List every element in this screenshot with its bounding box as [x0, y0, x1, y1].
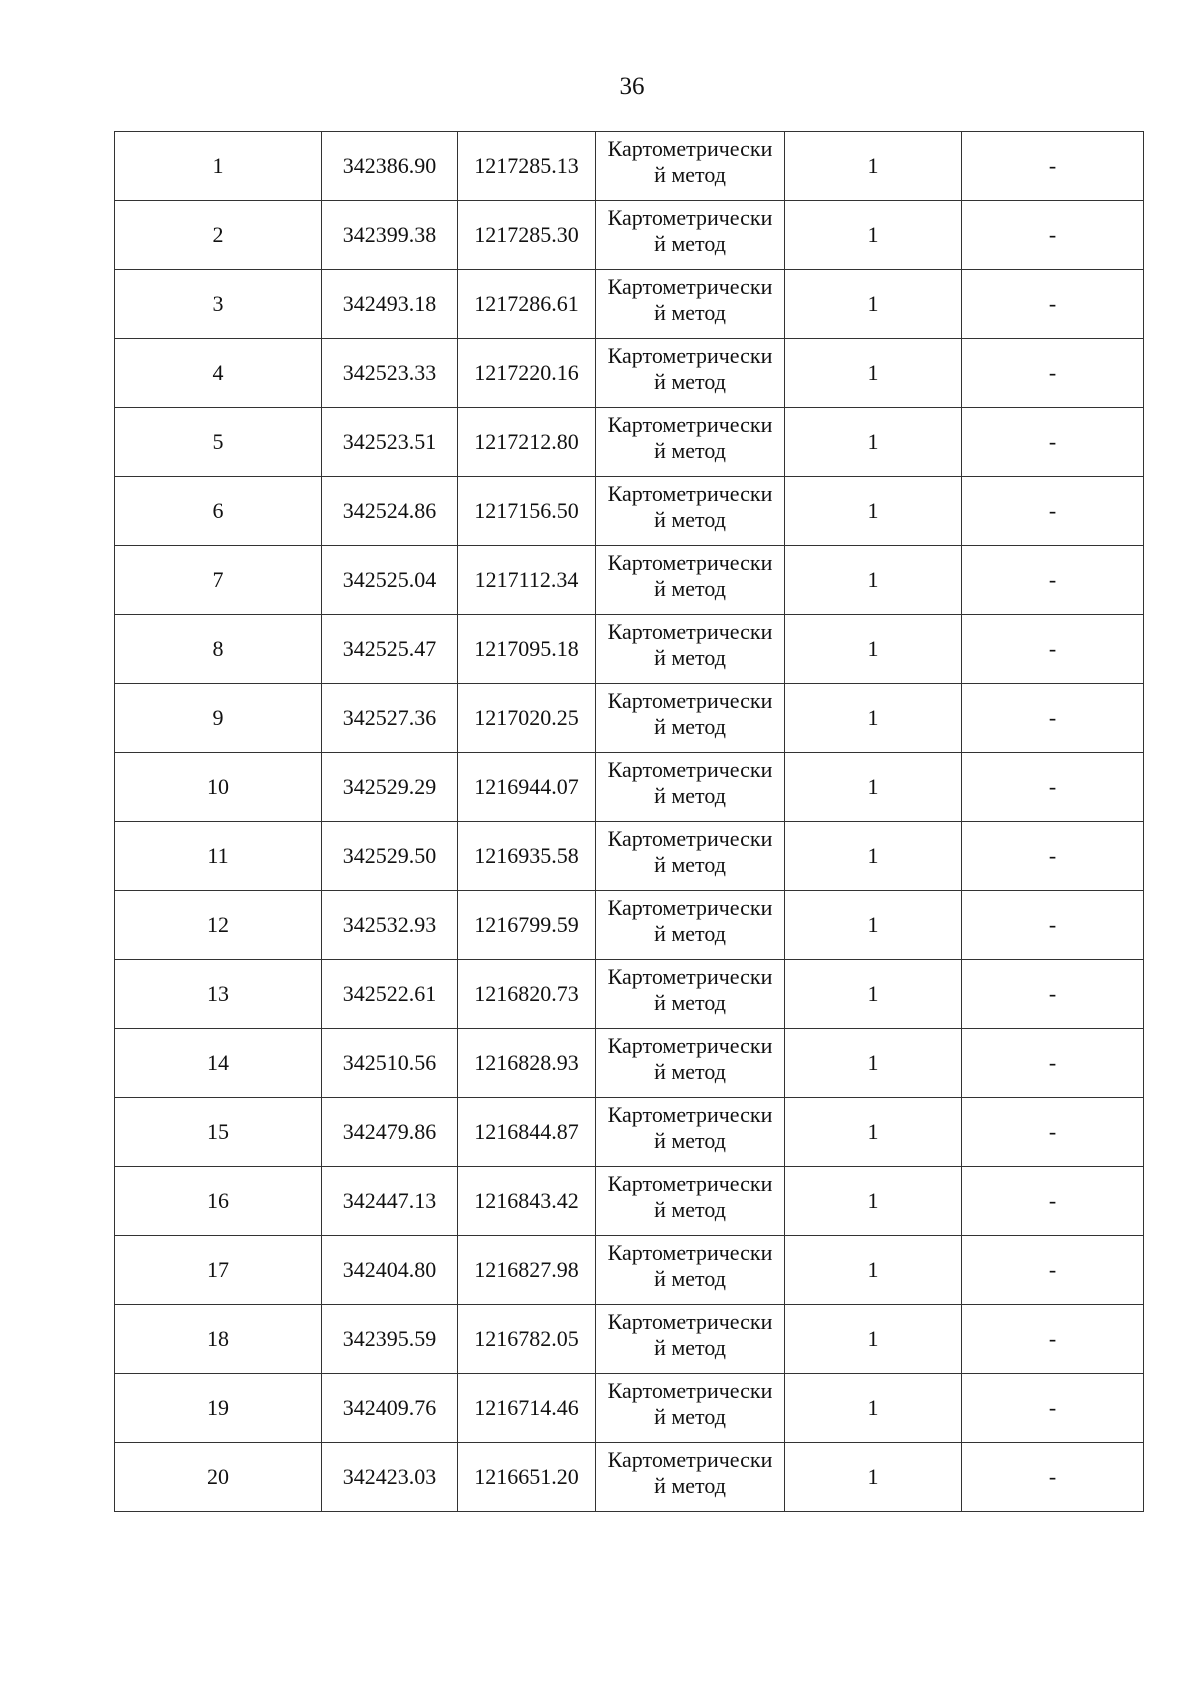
method-text-line-1: Картометрически [607, 757, 773, 782]
table-row [115, 615, 1144, 684]
method-text-line-2: й метод [654, 714, 726, 739]
method-text-line-2: й метод [654, 162, 726, 187]
note-cell: - [962, 1167, 1144, 1236]
y-coordinate-cell: 1216714.46 [458, 1374, 596, 1443]
accuracy-cell: 1 [785, 1098, 962, 1167]
x-coordinate-cell: 342479.86 [322, 1098, 458, 1167]
method-text-line-2: й метод [654, 300, 726, 325]
y-coordinate-cell: 1216827.98 [458, 1236, 596, 1305]
method-text-line-2: й метод [654, 990, 726, 1015]
note-cell: - [962, 684, 1144, 753]
point-number-cell: 3 [115, 270, 322, 339]
table-row [115, 753, 1144, 822]
point-number-cell: 10 [115, 753, 322, 822]
table-row [115, 960, 1144, 1029]
x-coordinate-cell: 342399.38 [322, 201, 458, 270]
note-cell: - [962, 408, 1144, 477]
table-row [115, 1236, 1144, 1305]
accuracy-cell: 1 [785, 1305, 962, 1374]
method-text-line-2: й метод [654, 1197, 726, 1222]
x-coordinate-cell: 342522.61 [322, 960, 458, 1029]
note-cell: - [962, 1098, 1144, 1167]
method-text-line-2: й метод [654, 576, 726, 601]
method-text-line-1: Картометрически [607, 274, 773, 299]
method-text-line-1: Картометрически [607, 136, 773, 161]
accuracy-cell: 1 [785, 1374, 962, 1443]
method-text-line-1: Картометрически [607, 826, 773, 851]
point-number-cell: 12 [115, 891, 322, 960]
y-coordinate-cell: 1216651.20 [458, 1443, 596, 1512]
method-text-line-1: Картометрически [607, 1447, 773, 1472]
y-coordinate-cell: 1216944.07 [458, 753, 596, 822]
method-text-line-1: Картометрически [607, 1309, 773, 1334]
point-number-cell: 16 [115, 1167, 322, 1236]
x-coordinate-cell: 342409.76 [322, 1374, 458, 1443]
note-cell: - [962, 960, 1144, 1029]
method-text-line-1: Картометрически [607, 1378, 773, 1403]
table-row [115, 477, 1144, 546]
x-coordinate-cell: 342525.04 [322, 546, 458, 615]
method-text-line-2: й метод [654, 645, 726, 670]
method-cell [596, 546, 785, 615]
point-number-cell: 18 [115, 1305, 322, 1374]
accuracy-cell: 1 [785, 753, 962, 822]
method-cell [596, 1305, 785, 1374]
table-row [115, 201, 1144, 270]
x-coordinate-cell: 342532.93 [322, 891, 458, 960]
table-row [115, 546, 1144, 615]
method-cell [596, 1029, 785, 1098]
y-coordinate-cell: 1217220.16 [458, 339, 596, 408]
accuracy-cell: 1 [785, 339, 962, 408]
method-text-line-2: й метод [654, 783, 726, 808]
y-coordinate-cell: 1217020.25 [458, 684, 596, 753]
method-text-line-2: й метод [654, 1059, 726, 1084]
method-text-line-1: Картометрически [607, 1171, 773, 1196]
note-cell: - [962, 822, 1144, 891]
table-row [115, 822, 1144, 891]
method-text-line-1: Картометрически [607, 550, 773, 575]
x-coordinate-cell: 342447.13 [322, 1167, 458, 1236]
method-cell [596, 891, 785, 960]
method-cell [596, 1443, 785, 1512]
x-coordinate-cell: 342529.29 [322, 753, 458, 822]
accuracy-cell: 1 [785, 1029, 962, 1098]
point-number-cell: 8 [115, 615, 322, 684]
accuracy-cell: 1 [785, 960, 962, 1029]
accuracy-cell: 1 [785, 408, 962, 477]
method-text-line-1: Картометрически [607, 688, 773, 713]
note-cell: - [962, 1374, 1144, 1443]
y-coordinate-cell: 1216843.42 [458, 1167, 596, 1236]
note-cell: - [962, 546, 1144, 615]
table-row [115, 891, 1144, 960]
table-row [115, 270, 1144, 339]
point-number-cell: 6 [115, 477, 322, 546]
method-cell [596, 270, 785, 339]
method-cell [596, 1167, 785, 1236]
method-text-line-2: й метод [654, 852, 726, 877]
x-coordinate-cell: 342529.50 [322, 822, 458, 891]
method-text-line-2: й метод [654, 1128, 726, 1153]
method-cell [596, 615, 785, 684]
method-text-line-2: й метод [654, 1266, 726, 1291]
point-number-cell: 4 [115, 339, 322, 408]
table-row [115, 1443, 1144, 1512]
table-row [115, 132, 1144, 201]
note-cell: - [962, 891, 1144, 960]
y-coordinate-cell: 1216828.93 [458, 1029, 596, 1098]
accuracy-cell: 1 [785, 822, 962, 891]
y-coordinate-cell: 1217095.18 [458, 615, 596, 684]
method-cell [596, 753, 785, 822]
point-number-cell: 15 [115, 1098, 322, 1167]
point-number-cell: 2 [115, 201, 322, 270]
method-text-line-2: й метод [654, 438, 726, 463]
method-text-line-1: Картометрически [607, 1033, 773, 1058]
note-cell: - [962, 1236, 1144, 1305]
accuracy-cell: 1 [785, 201, 962, 270]
point-number-cell: 17 [115, 1236, 322, 1305]
method-cell [596, 132, 785, 201]
x-coordinate-cell: 342423.03 [322, 1443, 458, 1512]
y-coordinate-cell: 1217285.30 [458, 201, 596, 270]
method-cell [596, 822, 785, 891]
x-coordinate-cell: 342527.36 [322, 684, 458, 753]
method-text-line-2: й метод [654, 921, 726, 946]
method-text-line-1: Картометрически [607, 481, 773, 506]
method-text-line-1: Картометрически [607, 412, 773, 437]
table-row [115, 408, 1144, 477]
note-cell: - [962, 1029, 1144, 1098]
accuracy-cell: 1 [785, 546, 962, 615]
method-cell [596, 1236, 785, 1305]
y-coordinate-cell: 1216820.73 [458, 960, 596, 1029]
x-coordinate-cell: 342510.56 [322, 1029, 458, 1098]
x-coordinate-cell: 342525.47 [322, 615, 458, 684]
y-coordinate-cell: 1217212.80 [458, 408, 596, 477]
y-coordinate-cell: 1216799.59 [458, 891, 596, 960]
table-row [115, 1098, 1144, 1167]
x-coordinate-cell: 342524.86 [322, 477, 458, 546]
method-text-line-1: Картометрически [607, 964, 773, 989]
method-cell [596, 339, 785, 408]
page-number: 36 [619, 73, 645, 100]
method-text-line-1: Картометрически [607, 343, 773, 368]
method-text-line-2: й метод [654, 1335, 726, 1360]
accuracy-cell: 1 [785, 684, 962, 753]
table-row [115, 1029, 1144, 1098]
accuracy-cell: 1 [785, 1236, 962, 1305]
method-text-line-2: й метод [654, 231, 726, 256]
table-row [115, 1305, 1144, 1374]
method-text-line-1: Картометрически [607, 619, 773, 644]
method-cell [596, 960, 785, 1029]
method-cell [596, 684, 785, 753]
coordinates-table-body [115, 132, 1144, 1512]
accuracy-cell: 1 [785, 615, 962, 684]
coordinates-table [114, 131, 1144, 1512]
table-row [115, 339, 1144, 408]
point-number-cell: 1 [115, 132, 322, 201]
note-cell: - [962, 477, 1144, 546]
point-number-cell: 20 [115, 1443, 322, 1512]
y-coordinate-cell: 1216844.87 [458, 1098, 596, 1167]
table-row [115, 1167, 1144, 1236]
method-text-line-1: Картометрически [607, 895, 773, 920]
y-coordinate-cell: 1217286.61 [458, 270, 596, 339]
note-cell: - [962, 1443, 1144, 1512]
method-text-line-1: Картометрически [607, 1240, 773, 1265]
point-number-cell: 19 [115, 1374, 322, 1443]
method-text-line-2: й метод [654, 1473, 726, 1498]
y-coordinate-cell: 1217285.13 [458, 132, 596, 201]
point-number-cell: 13 [115, 960, 322, 1029]
point-number-cell: 14 [115, 1029, 322, 1098]
accuracy-cell: 1 [785, 132, 962, 201]
method-cell [596, 1374, 785, 1443]
accuracy-cell: 1 [785, 1167, 962, 1236]
method-text-line-2: й метод [654, 507, 726, 532]
x-coordinate-cell: 342523.33 [322, 339, 458, 408]
x-coordinate-cell: 342523.51 [322, 408, 458, 477]
x-coordinate-cell: 342395.59 [322, 1305, 458, 1374]
method-text-line-1: Картометрически [607, 1102, 773, 1127]
accuracy-cell: 1 [785, 477, 962, 546]
point-number-cell: 11 [115, 822, 322, 891]
point-number-cell: 5 [115, 408, 322, 477]
x-coordinate-cell: 342404.80 [322, 1236, 458, 1305]
table-row [115, 1374, 1144, 1443]
method-cell [596, 477, 785, 546]
note-cell: - [962, 615, 1144, 684]
y-coordinate-cell: 1217156.50 [458, 477, 596, 546]
method-cell [596, 408, 785, 477]
point-number-cell: 7 [115, 546, 322, 615]
y-coordinate-cell: 1217112.34 [458, 546, 596, 615]
accuracy-cell: 1 [785, 1443, 962, 1512]
accuracy-cell: 1 [785, 270, 962, 339]
note-cell: - [962, 339, 1144, 408]
note-cell: - [962, 753, 1144, 822]
x-coordinate-cell: 342493.18 [322, 270, 458, 339]
note-cell: - [962, 201, 1144, 270]
method-cell [596, 1098, 785, 1167]
table-row [115, 684, 1144, 753]
x-coordinate-cell: 342386.90 [322, 132, 458, 201]
method-cell [596, 201, 785, 270]
note-cell: - [962, 132, 1144, 201]
method-text-line-1: Картометрически [607, 205, 773, 230]
accuracy-cell: 1 [785, 891, 962, 960]
method-text-line-2: й метод [654, 369, 726, 394]
point-number-cell: 9 [115, 684, 322, 753]
note-cell: - [962, 270, 1144, 339]
note-cell: - [962, 1305, 1144, 1374]
y-coordinate-cell: 1216935.58 [458, 822, 596, 891]
method-text-line-2: й метод [654, 1404, 726, 1429]
y-coordinate-cell: 1216782.05 [458, 1305, 596, 1374]
